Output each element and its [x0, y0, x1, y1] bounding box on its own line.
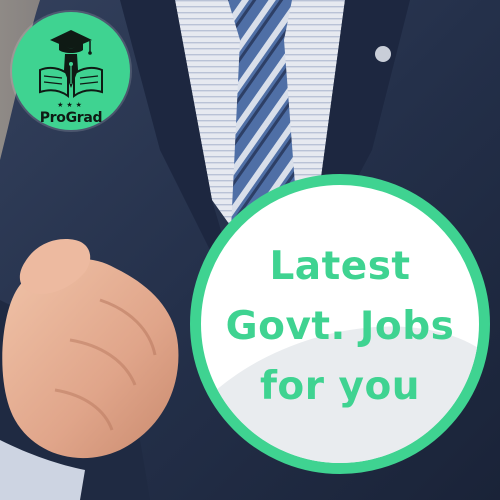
prograd-logo [12, 12, 130, 130]
headline-line-2: Govt. Jobs [225, 304, 455, 349]
headline-circle [190, 174, 490, 474]
logo-name: ProGrad [39, 110, 103, 126]
logo-stars: ★★★ [57, 101, 85, 109]
headline-line-1: Latest [269, 244, 411, 289]
headline [201, 237, 479, 417]
lapel-pin [375, 46, 391, 62]
headline-line-3: for you [259, 364, 421, 409]
